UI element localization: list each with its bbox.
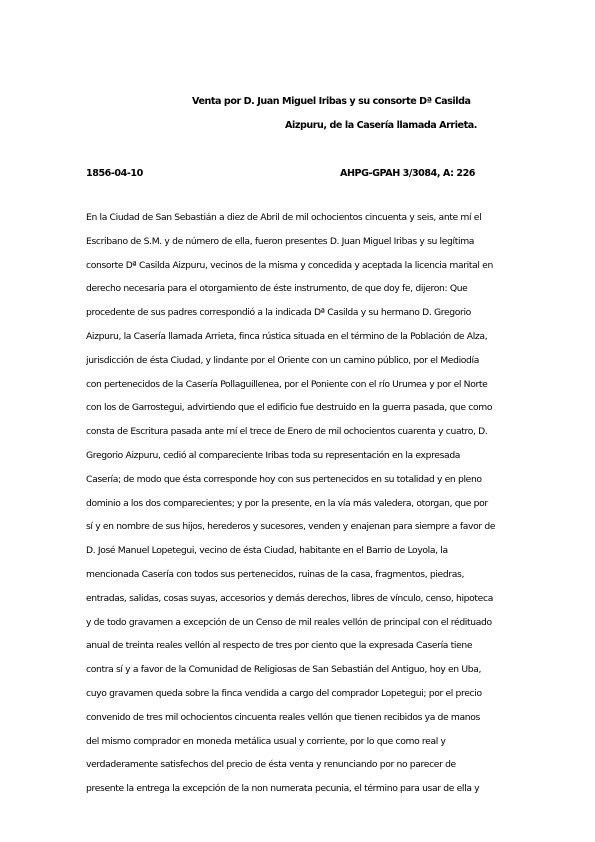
body-line: contra sí y a favor de la Comunidad de Religiosas de San Sebastián del Antiguo, hoy en Uba, (86, 664, 482, 676)
body-line: presente la entrega la excepción de la non numerata pecunia, el término para usar de ella y (86, 783, 480, 795)
body-line: dominio a los dos comparecientes; y por la presente, en la vía más valedera, otorgan, que por (86, 497, 488, 509)
body-line: con los de Garrostegui, advirtiendo que el edificio fue destruido en la guerra pasada, que como (86, 402, 493, 414)
archive-reference: AHPG-GPAH 3/3084, A: 226 (340, 168, 476, 179)
body-line: anual de treinta reales vellón al respecto de tres por ciento que la expresada Casería tiene (86, 640, 473, 652)
body-line: Casería; de modo que ésta corresponde hoy con sus pertenecidos en su totalidad y en pleno (86, 473, 482, 485)
body-line: entradas, salidas, cosas suyas, accesorios y demás derechos, libres de vínculo, censo, hipoteca (86, 592, 493, 604)
body-line: y de todo gravamen a excepción de un Censo de mil reales vellón de principal con el rédituado (86, 616, 492, 628)
body-line: Gregorio Aizpuru, cedió al compareciente Iribas toda su representación en la expresada (86, 449, 461, 461)
body-line: sí y en nombre de sus hijos, herederos y sucesores, venden y enajenan para siempre a favor de (86, 521, 496, 533)
body-line: En la Ciudad de San Sebastián a diez de Abril de mil ochocientos cincuenta y seis, ante mí el (86, 212, 482, 223)
document-body (86, 211, 516, 806)
body-line: convenido de tres mil ochocientos cincuenta reales vellón que tienen recibidos ya de manos (86, 711, 480, 723)
body-line: consta de Escritura pasada ante mí el trece de Enero de mil ochocientos cuarenta y cuatro, D. (86, 426, 488, 438)
body-line: D. José Manuel Lopetegui, vecino de ésta Ciudad, habitante en el Barrio de Loyola, la (86, 545, 448, 557)
document-title-line-1: Venta por D. Juan Miguel Iribas y su consorte Dª Casilda (192, 96, 471, 107)
body-line: procedente de sus padres correspondió a la indicada Dª Casilda y su hermano D. Gregorio (86, 307, 471, 319)
body-line: Escribano de S.M. y de número de ella, fueron presentes D. Juan Miguel Iribas y su legítima (86, 235, 475, 247)
document-title-line-2: Aizpuru, de la Casería llamada Arrieta. (285, 120, 477, 131)
body-line: mencionada Casería con todos sus pertenecidos, ruinas de la casa, fragmentos, piedras, (86, 568, 465, 580)
body-line: jurisdicción de ésta Ciudad, y lindante por el Oriente con un camino público, por el Mediodía (86, 354, 480, 366)
body-line: del mismo comprador en moneda metálica usual y corriente, por lo que como real y (86, 735, 446, 747)
body-line: Aizpuru, la Casería llamada Arrieta, finca rústica situada en el término de la Población de Alza, (86, 330, 488, 342)
document-date: 1856-04-10 (86, 168, 143, 179)
body-line: consorte Dª Casilda Aizpuru, vecinos de la misma y concedida y aceptada la licencia marital en (86, 259, 493, 271)
body-line: cuyo gravamen queda sobre la finca vendida a cargo del comprador Lopetegui; por el precio (86, 687, 482, 699)
body-line: con pertenecidos de la Casería Pollaguillenea, por el Poniente con el río Urumea y por el Norte (86, 378, 488, 390)
body-line: derecho necesaria para el otorgamiento de éste instrumento, de que doy fe, dijeron: Que (86, 283, 468, 295)
body-line: verdaderamente satisfechos del precio de ésta venta y renunciando por no parecer de (86, 759, 456, 771)
